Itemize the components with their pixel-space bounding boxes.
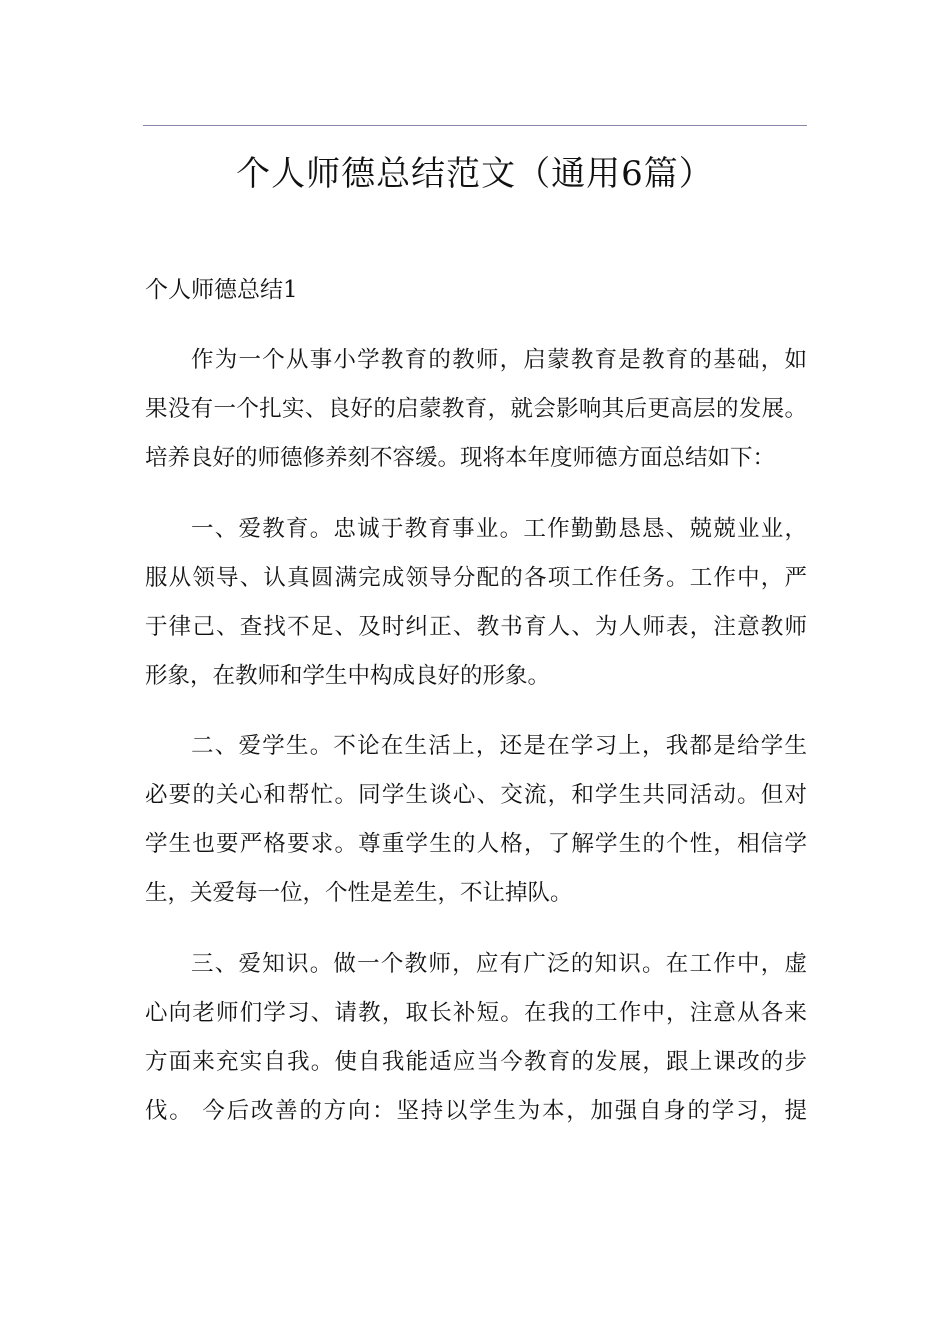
paragraph-line: 生，关爱每一位，个性是差生，不让掉队。 [145,880,573,906]
paragraph-line: 心向老师们学习、请教，取长补短。在我的工作中，注意从各来 [145,1000,807,1026]
document-title: 个人师德总结范文（通用6篇） [236,154,714,194]
paragraph-line: 作为一个从事小学教育的教师，启蒙教育是教育的基础，如 [191,347,807,373]
paragraph-4 [145,940,807,1136]
paragraph-line: 于律己、查找不足、及时纠正、教书育人、为人师表，注意教师 [145,614,807,640]
header-rule [143,125,807,126]
paragraph-line: 二、爱学生。不论在生活上，还是在学习上，我都是给学生 [191,733,807,759]
paragraph-line: 方面来充实自我。使自我能适应当今教育的发展，跟上课改的步 [145,1049,807,1075]
paragraph-line: 一、爱教育。忠诚于教育事业。工作勤勤恳恳、兢兢业业， [191,516,807,542]
paragraph-3 [145,722,807,918]
section-heading: 个人师德总结1 [145,277,298,303]
paragraph-line: 果没有一个扎实、良好的启蒙教育，就会影响其后更高层的发展。 [145,396,807,422]
paragraph-line: 服从领导、认真圆满完成领导分配的各项工作任务。工作中，严 [145,565,807,591]
paragraph-1 [145,336,807,483]
paragraph-line: 伐。 今后改善的方向：坚持以学生为本，加强自身的学习，提 [145,1098,807,1124]
paragraph-line: 培养良好的师德修养刻不容缓。现将本年度师德方面总结如下： [145,445,776,471]
paragraph-line: 学生也要严格要求。尊重学生的人格，了解学生的个性，相信学 [145,831,807,857]
paragraph-line: 三、爱知识。做一个教师，应有广泛的知识。在工作中，虚 [191,951,807,977]
paragraph-line: 必要的关心和帮忙。同学生谈心、交流，和学生共同活动。但对 [145,782,807,808]
paragraph-2 [145,505,807,701]
paragraph-line: 形象，在教师和学生中构成良好的形象。 [145,663,551,689]
